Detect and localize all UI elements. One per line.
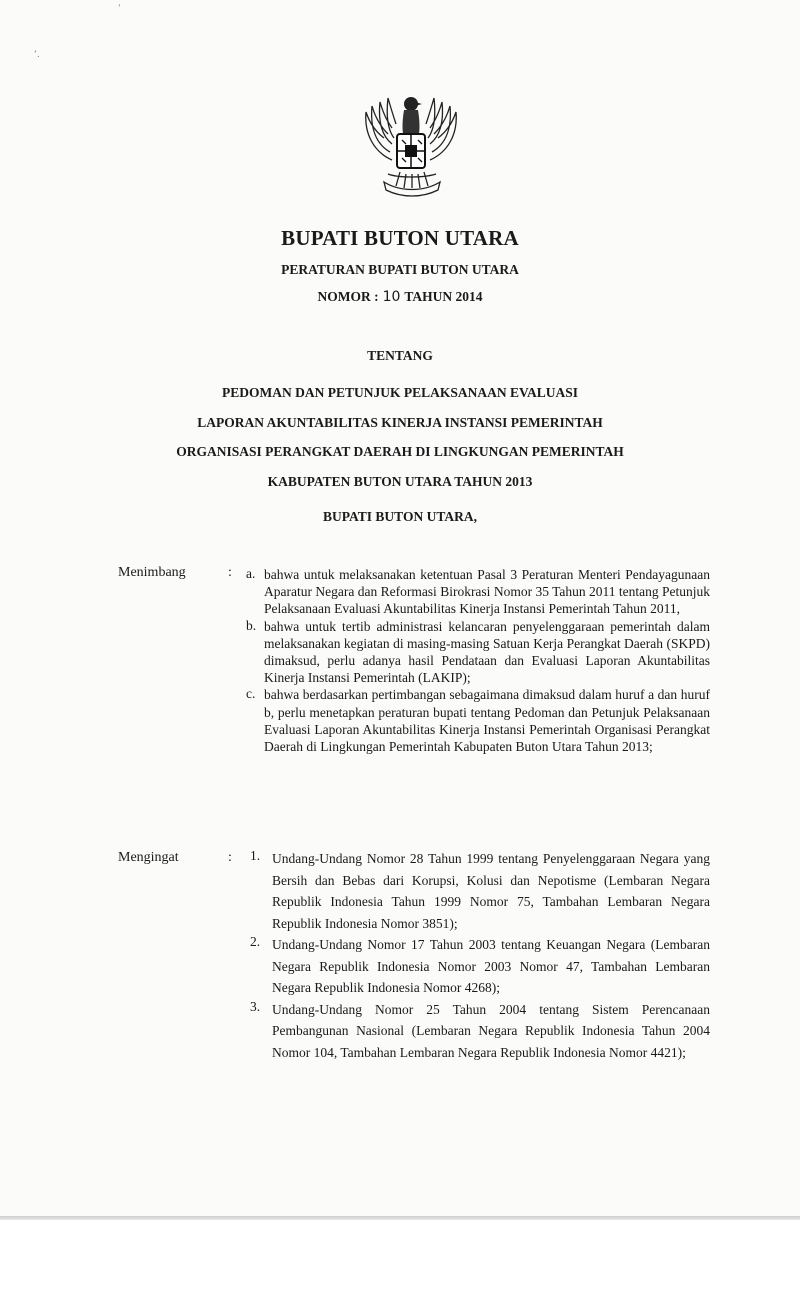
- regulation-number: [0, 289, 800, 305]
- item-text: bahwa berdasarkan pertimbangan sebagaimana dimaksud dalam huruf a dan huruf b, perlu menetapkan peraturan bupati tentang Pedoman dan Petunjuk Pelaksanaan Evaluasi Laporan Akuntabilitas Kinerja Instansi Pemerintah Organisasi Perangkat Daerah di Lingkungan Pemerintah Kabupaten Buton Utara Tahun 2013;: [264, 687, 710, 755]
- page-title: BUPATI BUTON UTARA: [281, 226, 519, 250]
- list-item: [240, 848, 710, 934]
- regulation-subject: [0, 378, 800, 496]
- regulation-name: PERATURAN BUPATI BUTON UTARA: [281, 262, 519, 277]
- item-marker: b.: [246, 617, 257, 633]
- item-text: bahwa untuk melaksanakan ketentuan Pasal 3 Peraturan Menteri Pendayagunaan Aparatur Negara dan Reformasi Birokrasi Nomor 35 Tahun 2011 tentang Petunjuk Pelaksanaan Evaluasi Akuntabilitas Kinerja Instansi Pemerintah Tahun 2011,: [264, 567, 710, 617]
- item-marker: 3.: [250, 998, 261, 1014]
- mengingat-colon: :: [228, 850, 232, 865]
- list-item: [240, 999, 710, 1064]
- subject-line: ORGANISASI PERANGKAT DAERAH DI LINGKUNGAN PEMERINTAH: [176, 444, 624, 459]
- item-marker: 1.: [250, 848, 261, 863]
- list-item: [240, 686, 710, 755]
- subject-line: KABUPATEN BUTON UTARA TAHUN 2013: [267, 473, 533, 489]
- item-text: bahwa untuk tertib administrasi kelancaran penyelenggaraan pemerintah dalam melaksanakan kegiatan di masing-masing Satuan Kerja Perangkat Daerah (SKPD) dimaksud, perlu adanya hasil Pendataan dan Evaluasi Laporan Akuntabilitas Kinerja Instansi Pemerintah (LAKIP);: [264, 618, 710, 686]
- list-item: [240, 618, 710, 687]
- about-label: TENTANG: [367, 348, 433, 363]
- mengingat-list: [240, 848, 710, 1063]
- item-marker: a.: [246, 566, 256, 581]
- item-marker: 2.: [250, 934, 261, 949]
- authority-heading: BUPATI BUTON UTARA,: [323, 509, 477, 524]
- menimbang-list: [240, 566, 710, 755]
- handwritten-number: 10: [382, 289, 401, 305]
- scan-artifact: ˈ: [118, 4, 121, 14]
- list-item: [240, 566, 710, 618]
- subject-line: LAPORAN AKUNTABILITAS KINERJA INSTANSI PEMERINTAH: [197, 414, 603, 430]
- background-area: [0, 1220, 800, 1303]
- item-text: Undang-Undang Nomor 17 Tahun 2003 tentang Keuangan Negara (Lembaran Negara Republik Indonesia Nomor 2003 Nomor 47, Tambahan Lembaran Negara Republik Indonesia Nomor 4268);: [272, 937, 710, 995]
- garuda-emblem-icon: [352, 82, 470, 202]
- number-prefix: NOMOR :: [317, 289, 379, 304]
- item-text: Undang-Undang Nomor 25 Tahun 2004 tentang Sistem Perencanaan Pembangunan Nasional (Lembaran Negara Republik Indonesia Tahun 2004 Nomor 104, Tambahan Lembaran Negara Republik Indonesia Nomor 4421);: [272, 1001, 710, 1060]
- number-year: TAHUN 2014: [404, 289, 483, 304]
- item-text: Undang-Undang Nomor 28 Tahun 1999 tentang Penyelenggaraan Negara yang Bersih dan Bebas dari Korupsi, Kolusi dan Nepotisme (Lembaran Negara Republik Indonesia Tahun 1999 Nomor 75, Tambahan Lembaran Negara Republik Indonesia Nomor 3851);: [272, 851, 710, 931]
- scan-artifact: ʻ.: [34, 50, 40, 60]
- list-item: [240, 934, 710, 999]
- menimbang-colon: :: [228, 565, 232, 580]
- item-marker: c.: [246, 686, 256, 702]
- menimbang-label: Menimbang: [118, 565, 186, 580]
- subject-line: PEDOMAN DAN PETUNJUK PELAKSANAAN EVALUASI: [221, 385, 579, 400]
- mengingat-label: Mengingat: [118, 850, 179, 865]
